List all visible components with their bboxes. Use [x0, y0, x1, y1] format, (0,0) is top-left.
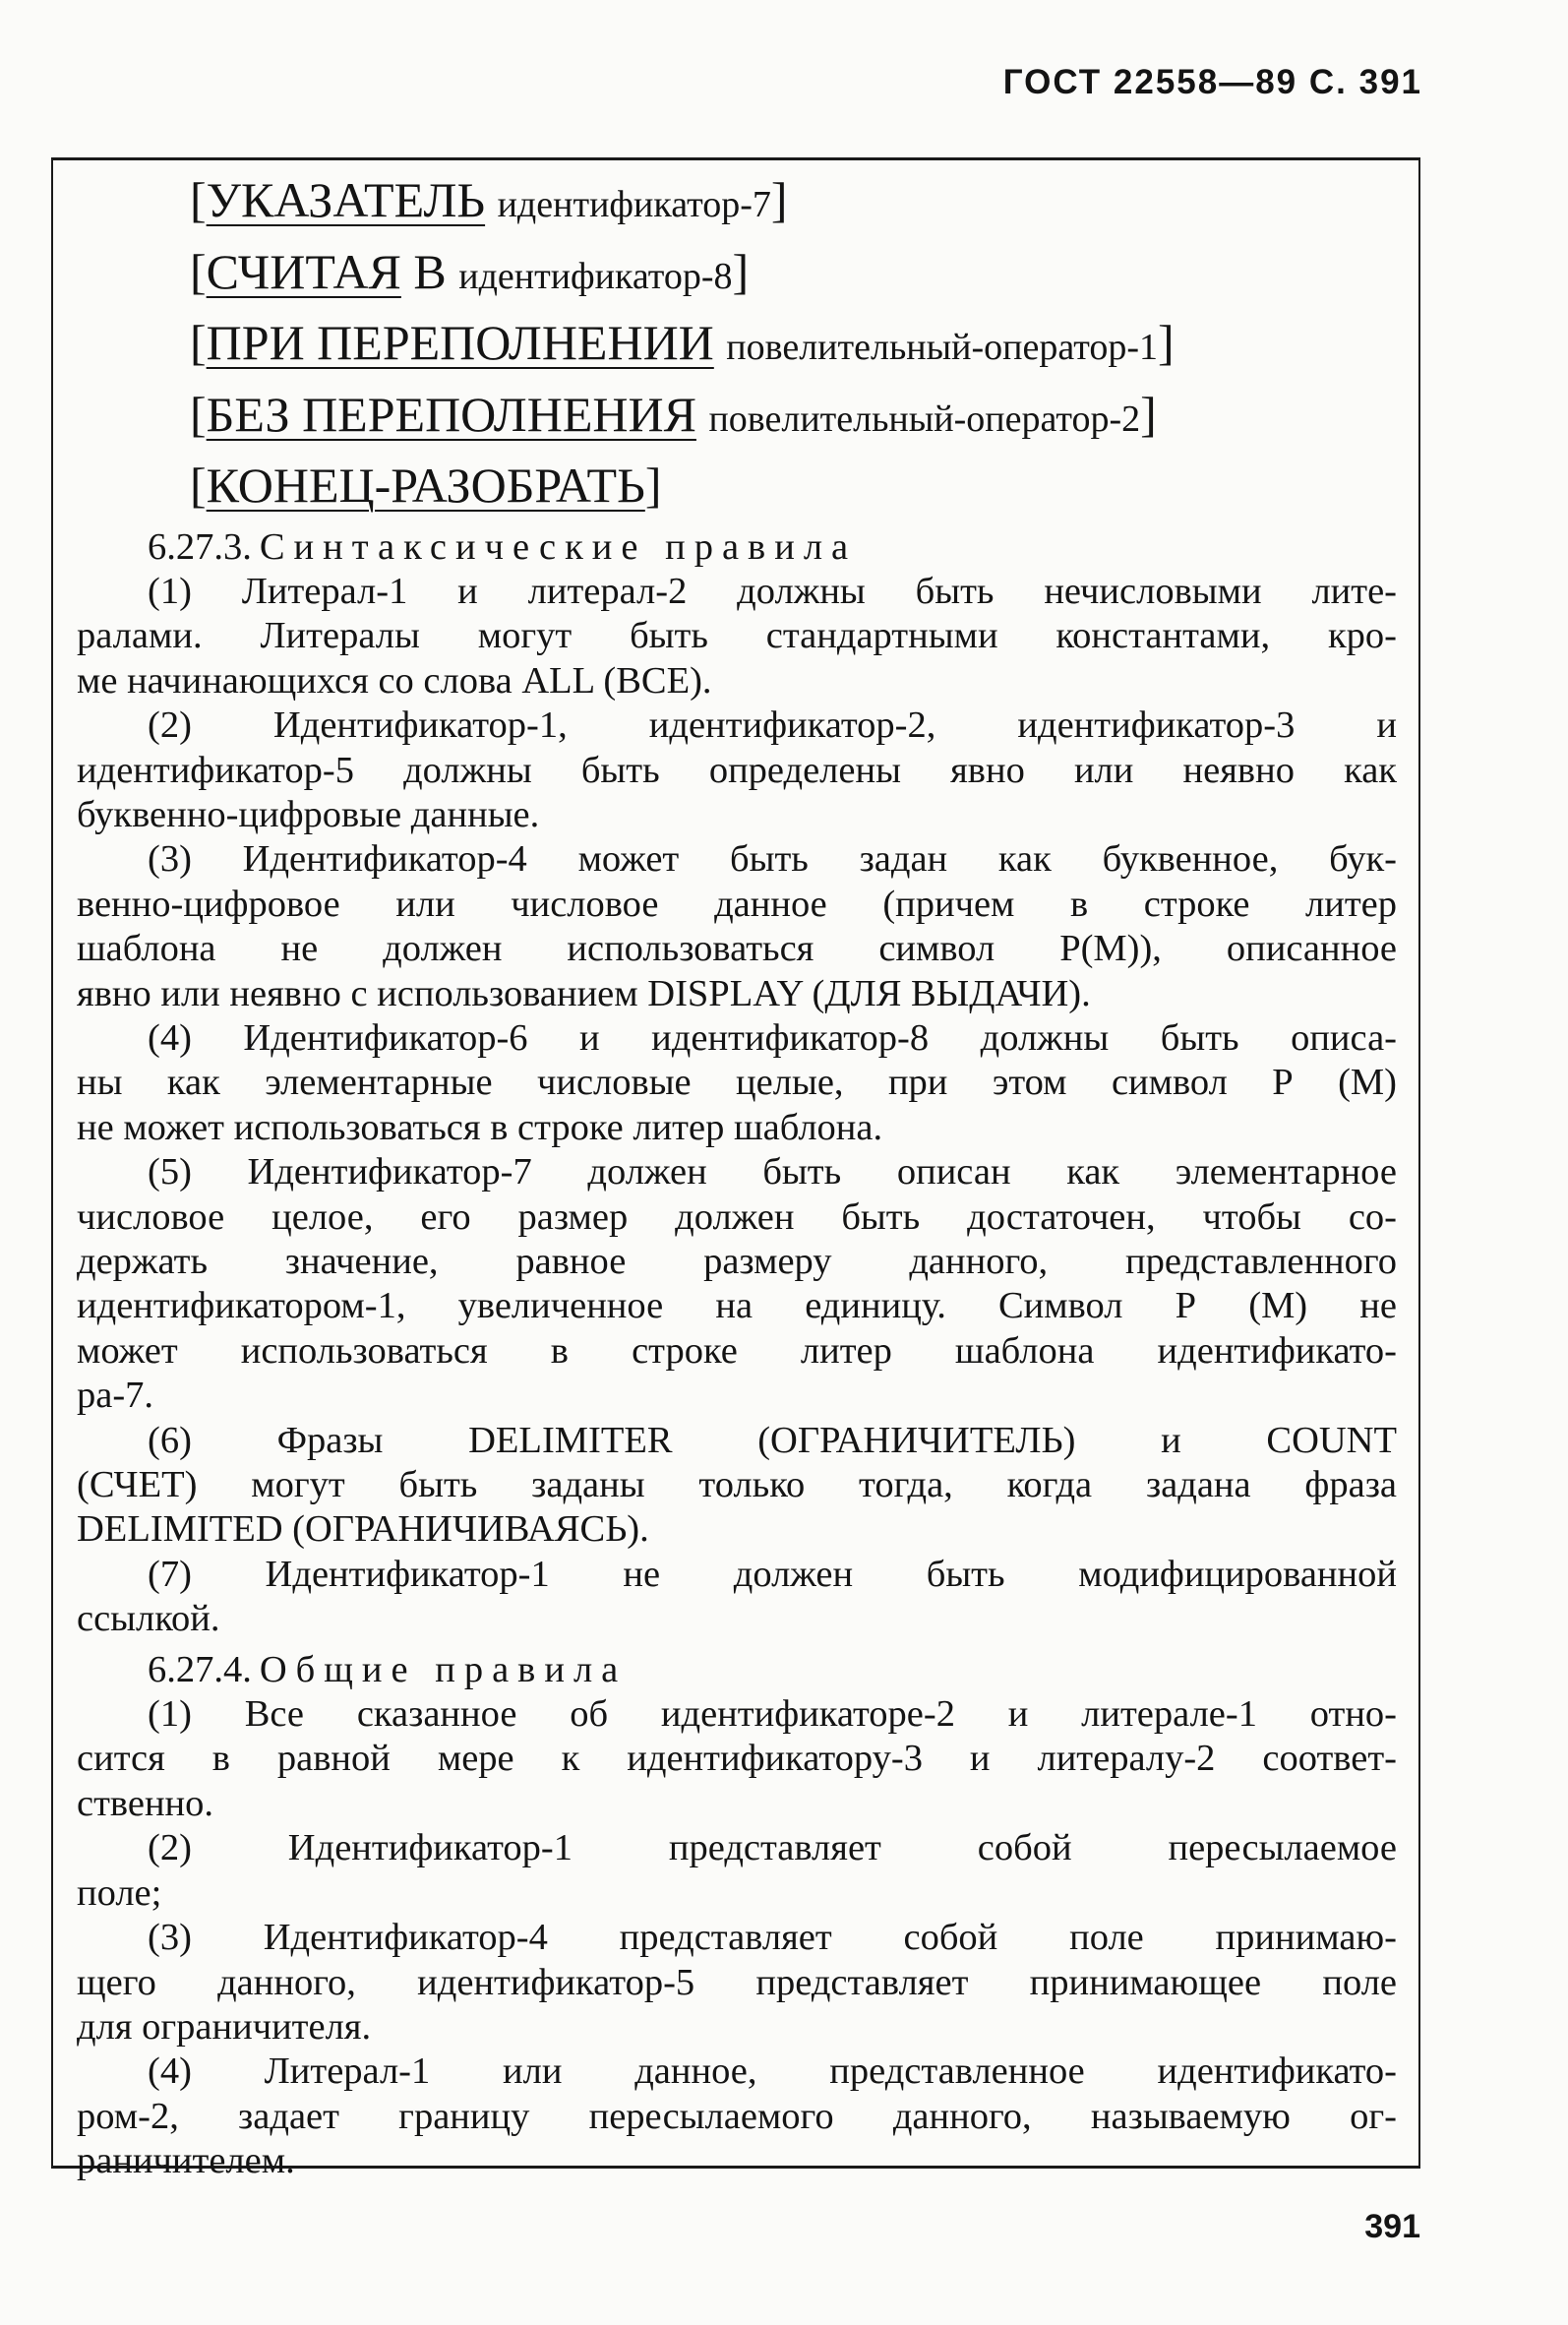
format-line: [БЕЗ ПЕРЕПОЛНЕНИЯ повелительный-оператор-2]	[190, 386, 1157, 442]
rule-paragraph	[77, 570, 1397, 704]
text-line: числовое целое, его размер должен быть достаточен, чтобы со-	[77, 1195, 1397, 1238]
page-number: 391	[1364, 2208, 1420, 2245]
page-content	[77, 167, 1397, 2184]
text-line: ралами. Литералы могут быть стандартными константами, кро-	[77, 615, 1397, 657]
text-line: (2) Идентификатор-1 представляет собой пересылаемое	[148, 1827, 1397, 1869]
text-line: ны как элементарные числовые целые, при этом символ Р (М)	[77, 1062, 1397, 1104]
text-line: (1) Все сказанное об идентификаторе-2 и литерале-1 отно-	[148, 1693, 1397, 1736]
text-line: идентификатор-5 должны быть определены явно или неявно как	[77, 749, 1397, 791]
text-line: может использоваться в строке литер шаблона идентификато-	[77, 1329, 1397, 1372]
rule-paragraph	[77, 1419, 1397, 1553]
text-line: DELIMITED (ОГРАНИЧИВАЯСЬ).	[77, 1508, 649, 1551]
text-line: (4) Идентификатор-6 и идентификатор-8 должны быть описа-	[148, 1016, 1397, 1059]
text-line: явно или неявно с использованием DISPLAY (ДЛЯ ВЫДАЧИ).	[77, 972, 1091, 1014]
rule-paragraph	[77, 1553, 1397, 1642]
text-line: (7) Идентификатор-1 не должен быть модифицированной	[148, 1553, 1397, 1595]
rule-paragraph	[77, 837, 1397, 1016]
text-line: (СЧЕТ) могут быть заданы только тогда, когда задана фраза	[77, 1464, 1397, 1506]
text-line: (3) Идентификатор-4 представляет собой поле принимаю-	[148, 1917, 1397, 1959]
page-header: ГОСТ 22558—89 С. 391	[1002, 63, 1422, 101]
format-block	[77, 167, 1397, 520]
text-line: ссылкой.	[77, 1598, 220, 1640]
text-line: ром-2, задает границу пересылаемого данного, называемую ог-	[77, 2095, 1397, 2137]
format-line: [СЧИТАЯ В идентификатор-8]	[190, 243, 750, 299]
syntax-rules	[77, 570, 1397, 1642]
rule-paragraph	[77, 2050, 1397, 2183]
text-line: ственно.	[77, 1782, 214, 1824]
text-line: (6) Фразы DELIMITER (ОГРАНИЧИТЕЛЬ) и COUNT	[148, 1419, 1397, 1461]
text-line: (4) Литерал-1 или данное, представленное идентификато-	[148, 2050, 1397, 2093]
rule-paragraph	[77, 1826, 1397, 1916]
rule-paragraph	[77, 1916, 1397, 2050]
text-line: (5) Идентификатор-7 должен быть описан как элементарное	[148, 1151, 1397, 1193]
rule-paragraph	[77, 1016, 1397, 1150]
format-line: [ПРИ ПЕРЕПОЛНЕНИИ повелительный-оператор-1]	[190, 315, 1175, 370]
section-heading: 6.27.3. Синтаксические правила	[148, 525, 858, 568]
text-line: держать значение, равное размеру данного, представленного	[77, 1241, 1397, 1282]
text-line: ме начинающихся со слова ALL (ВСЕ).	[77, 659, 712, 702]
format-line: [УКАЗАТЕЛЬ идентификатор-7]	[190, 172, 788, 227]
text-line: буквенно-цифровые данные.	[77, 793, 540, 835]
text-line: раничителем.	[77, 2140, 295, 2182]
text-line: венно-цифровое или числовое данное (причем в строке литер	[77, 883, 1397, 925]
rule-paragraph	[77, 704, 1397, 837]
text-line: щего данного, идентификатор-5 представляет принимающее поле	[77, 1961, 1397, 2003]
text-line: для ограничителя.	[77, 2005, 372, 2048]
general-rules	[77, 1692, 1397, 2183]
rule-paragraph	[77, 1150, 1397, 1418]
section-heading: 6.27.4. Общие правила	[148, 1648, 628, 1690]
text-line: (3) Идентификатор-4 может быть задан как буквенное, бук-	[148, 838, 1397, 881]
text-line: (2) Идентификатор-1, идентификатор-2, идентификатор-3 и	[148, 704, 1397, 747]
text-line: не может использоваться в строке литер шаблона.	[77, 1106, 883, 1148]
text-line: (1) Литерал-1 и литерал-2 должны быть нечисловыми лите-	[148, 570, 1397, 612]
format-line: [КОНЕЦ-РАЗОБРАТЬ]	[190, 458, 662, 513]
text-line: идентификатором-1, увеличенное на единицу. Символ Р (М) не	[77, 1285, 1397, 1327]
rule-paragraph	[77, 1692, 1397, 1826]
text-line: ра-7.	[77, 1375, 154, 1417]
text-line: поле;	[77, 1871, 162, 1914]
text-line: шаблона не должен использоваться символ Р(М)), описанное	[77, 928, 1397, 970]
text-line: сится в равной мере к идентификатору-3 и литералу-2 соответ-	[77, 1738, 1397, 1780]
